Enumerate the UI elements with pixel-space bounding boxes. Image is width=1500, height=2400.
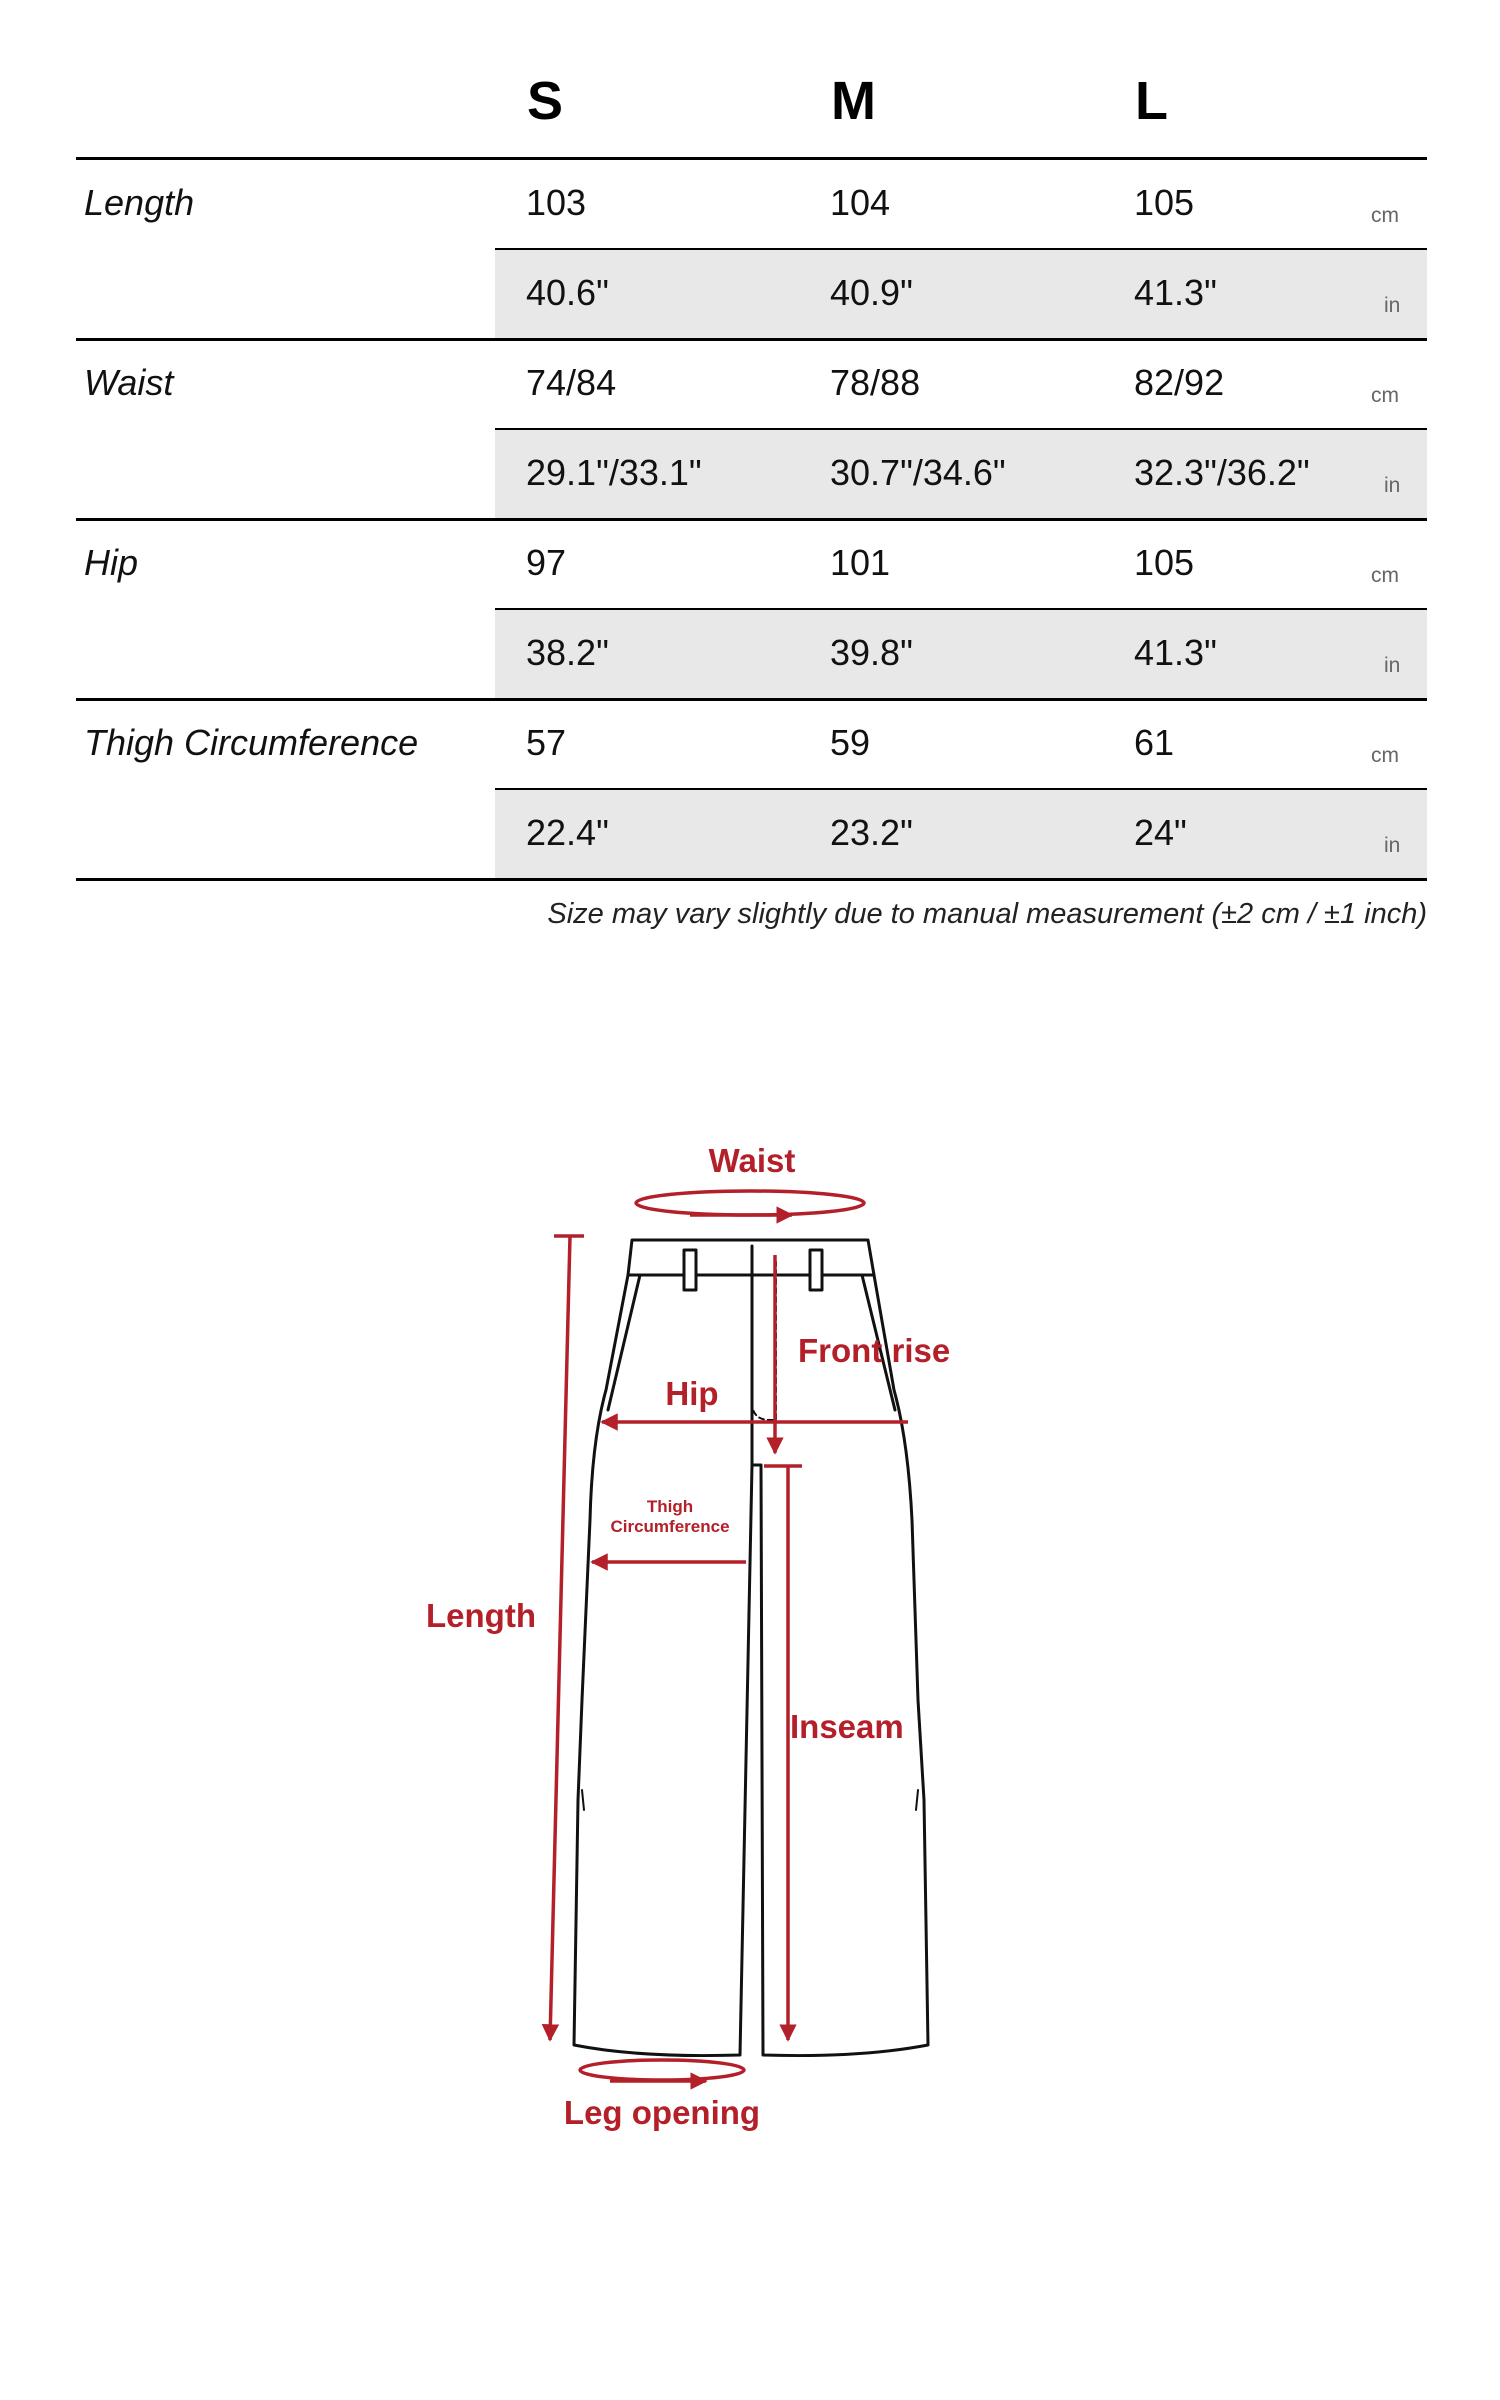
- cell-thigh-l-in: 24": [1134, 812, 1187, 853]
- cell-thigh-l-cm: 61: [1134, 722, 1175, 763]
- label-thigh-line2: Circumference: [610, 1517, 730, 1536]
- size-header-s: S: [527, 71, 564, 131]
- unit-cm: cm: [1371, 564, 1399, 587]
- label-front-rise: Front rise: [798, 1332, 951, 1369]
- label-thigh-line1: Thigh: [646, 1497, 694, 1516]
- label-length: Length: [426, 1597, 536, 1634]
- cell-length-m-in: 40.9": [830, 272, 913, 313]
- row-label-thigh: Thigh Circumference: [84, 722, 419, 763]
- cell-length-s-cm: 103: [526, 182, 587, 223]
- cell-waist-s-in: 29.1"/33.1": [526, 452, 702, 493]
- label-hip: Hip: [665, 1375, 719, 1412]
- cell-hip-l-cm: 105: [1134, 542, 1195, 583]
- unit-in: in: [1384, 474, 1401, 497]
- unit-in: in: [1384, 834, 1401, 857]
- cell-hip-s-in: 38.2": [526, 632, 609, 673]
- cell-waist-l-in: 32.3"/36.2": [1134, 452, 1310, 493]
- cell-waist-s-cm: 74/84: [526, 362, 617, 403]
- row-label-waist: Waist: [84, 362, 174, 403]
- size-header-l: L: [1135, 71, 1168, 131]
- measurement-note: Size may vary slightly due to manual measurement (±2 cm / ±1 inch): [547, 898, 1427, 930]
- cell-thigh-m-cm: 59: [830, 722, 871, 763]
- cell-hip-m-cm: 101: [830, 542, 891, 583]
- cell-hip-l-in: 41.3": [1134, 632, 1217, 673]
- unit-cm: cm: [1371, 744, 1399, 767]
- label-inseam: Inseam: [790, 1708, 904, 1745]
- cell-thigh-m-in: 23.2": [830, 812, 913, 853]
- label-waist: Waist: [708, 1142, 796, 1179]
- cell-thigh-s-in: 22.4": [526, 812, 609, 853]
- measurement-lines: [550, 1191, 908, 2081]
- size-header-m: M: [831, 71, 876, 131]
- cell-thigh-s-cm: 57: [526, 722, 567, 763]
- unit-cm: cm: [1371, 384, 1399, 407]
- cell-hip-m-in: 39.8": [830, 632, 913, 673]
- label-leg-opening: Leg opening: [563, 2094, 761, 2131]
- unit-in: in: [1384, 294, 1401, 317]
- row-label-hip: Hip: [84, 542, 139, 583]
- cell-length-l-in: 41.3": [1134, 272, 1217, 313]
- unit-in: in: [1384, 654, 1401, 677]
- unit-cm: cm: [1371, 204, 1399, 227]
- cell-waist-m-cm: 78/88: [830, 362, 921, 403]
- cell-length-l-cm: 105: [1134, 182, 1195, 223]
- cell-length-s-in: 40.6": [526, 272, 609, 313]
- cell-hip-s-cm: 97: [526, 542, 567, 583]
- row-label-length: Length: [84, 182, 195, 223]
- cell-length-m-cm: 104: [830, 182, 891, 223]
- cell-waist-m-in: 30.7"/34.6": [830, 452, 1006, 493]
- cell-waist-l-cm: 82/92: [1134, 362, 1225, 403]
